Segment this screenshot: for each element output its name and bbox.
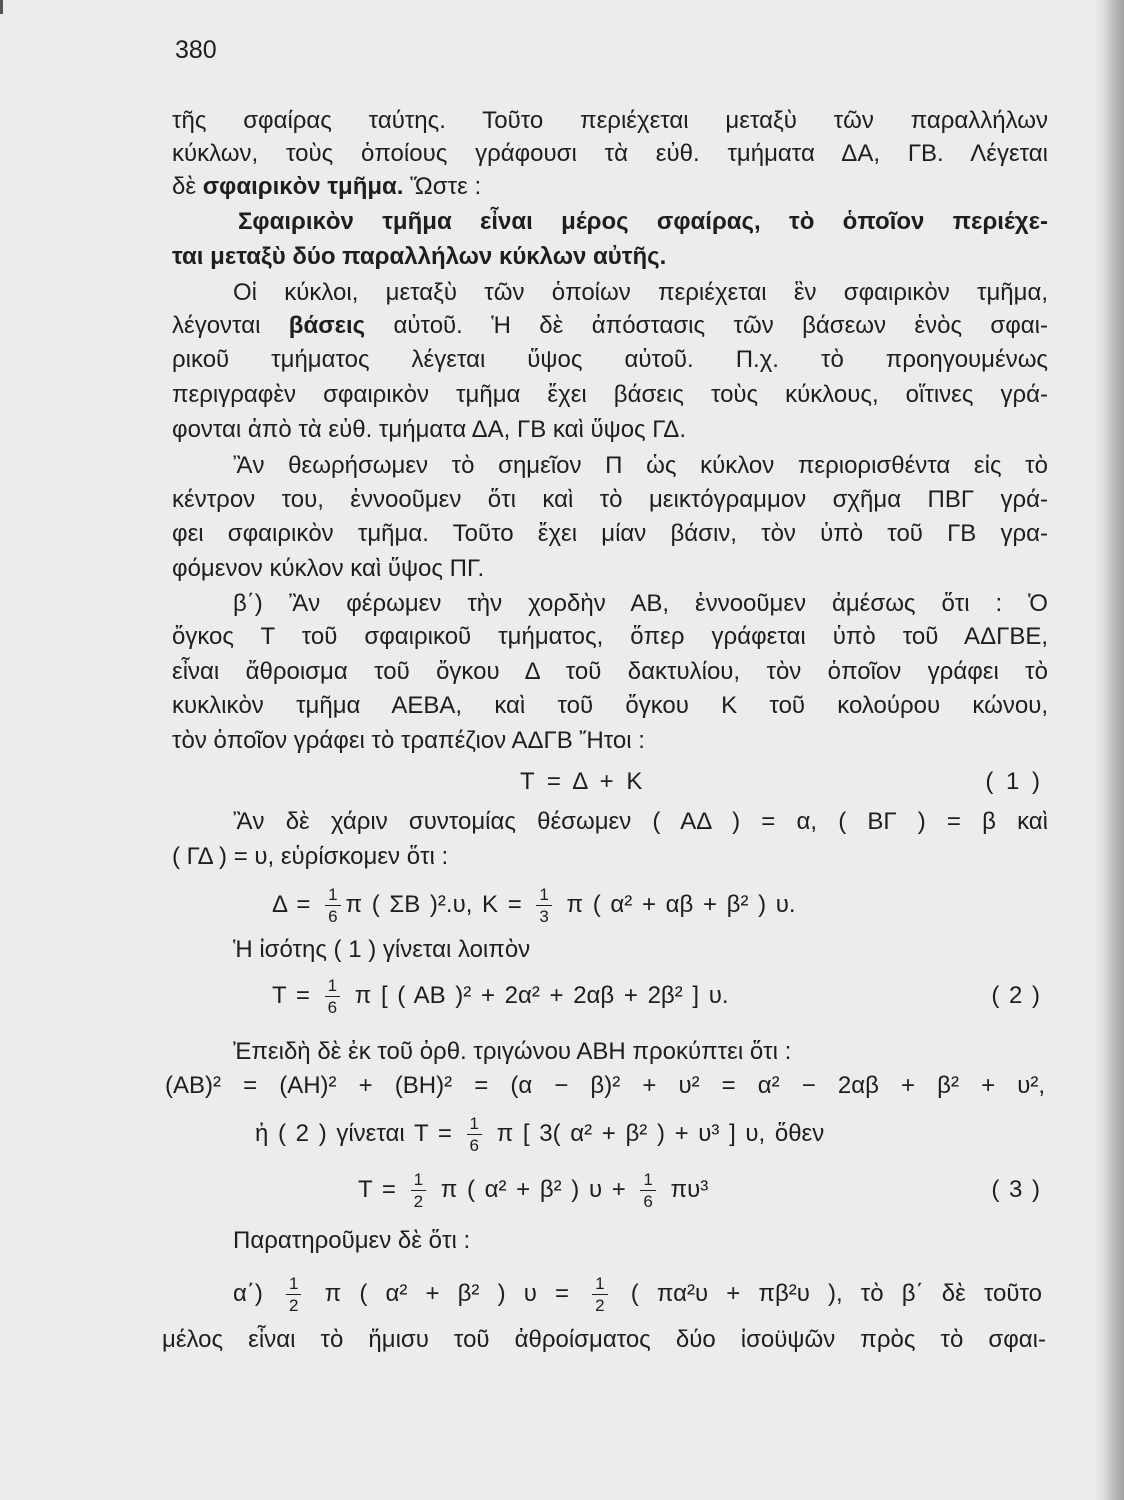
equation-segment: ( πα²υ + πβ²υ ), τὸ β΄ δὲ τοῦτο (612, 1280, 1043, 1307)
fraction (536, 885, 551, 926)
fraction (592, 1274, 607, 1315)
equation-segment: π ( α² + αβ + β² ) υ. (556, 891, 796, 918)
text-line: ( ΓΔ ) = υ, εὑρίσκομεν ὅτι : (172, 843, 449, 870)
definition-line: Σφαιρικὸν τμῆμα εἶναι μέρος σφαίρας, τὸ ὁποῖον περιέχε- (238, 208, 1048, 235)
equation-segment: Δ = (272, 891, 321, 918)
text-line: τὸν ὁποῖον γράφει τὸ τραπέζιον ΑΔΓΒ Ἤτοι : (172, 727, 645, 754)
equation-segment: πυ³ (660, 1176, 709, 1203)
fraction-numerator: 1 (413, 1170, 424, 1190)
equation-3 (172, 966, 1048, 1026)
text-line: μέλος εἶναι τὸ ἥμισυ τοῦ ἀθροίσματος δύο ἰσοϋψῶν πρὸς τὸ σφαι- (162, 1326, 1046, 1353)
equation-segment: Τ = (272, 982, 320, 1009)
equation-segment: π [ 3( α² + β² ) + υ³ ] υ, ὅθεν (487, 1120, 825, 1147)
equation-number: ( 2 ) (991, 982, 1040, 1009)
equation-segment: π ( α² + β² ) υ + (431, 1176, 636, 1203)
fraction-denominator: 2 (286, 1294, 301, 1315)
fraction (325, 885, 340, 926)
text-line: περιγραφὲν σφαιρικὸν τμῆμα ἔχει βάσεις τοὺς κύκλους, οἵτινες γρά- (172, 381, 1048, 408)
fraction (411, 1170, 426, 1211)
equation-2 (172, 875, 1048, 935)
text-line: ὄγκος Τ τοῦ σφαιρικοῦ τμήματος, ὅπερ γράφεται ὑπὸ τοῦ ΑΔΓΒΕ, (172, 623, 1048, 650)
text-line: Οἱ κύκλοι, μεταξὺ τῶν ὁποίων περιέχεται ἓν σφαιρικὸν τμῆμα, (233, 279, 1048, 306)
fraction-denominator: 6 (467, 1134, 482, 1155)
equation-1 (172, 765, 1048, 799)
fraction-denominator: 2 (411, 1190, 426, 1211)
fraction-denominator: 6 (640, 1190, 655, 1211)
scan-corner-mark (0, 0, 3, 14)
text-line (172, 170, 1048, 204)
fraction-denominator: 6 (325, 996, 340, 1017)
equation-number: ( 1 ) (985, 768, 1040, 795)
fraction (467, 1114, 482, 1155)
fraction-denominator: 2 (592, 1294, 607, 1315)
page-number: 380 (175, 36, 217, 64)
equation-segment: ἡ ( 2 ) γίνεται Τ = (255, 1120, 462, 1147)
equation-segment: π ( α² + β² ) υ = (306, 1280, 588, 1307)
text-line: κέντρον του, ἐννοοῦμεν ὅτι καὶ τὸ μεικτόγραμμον σχῆμα ΠΒΓ γρά- (172, 486, 1048, 513)
text-line: Ἂν δὲ χάριν συντομίας θέσωμεν ( ΑΔ ) = α, ( ΒΓ ) = β καὶ (233, 808, 1048, 835)
text-line: Ἐπειδὴ δὲ ἐκ τοῦ ὀρθ. τριγώνου ΑΒΗ προκύπτει ὅτι : (233, 1038, 792, 1065)
text-line: φει σφαιρικὸν τμῆμα. Τοῦτο ἔχει μίαν βάσιν, τὸν ὑπὸ τοῦ ΓΒ γρα- (172, 520, 1048, 547)
text-line: ρικοῦ τμήματος λέγεται ὕψος αὐτοῦ. Π.χ. τὸ προηγουμένως (172, 346, 1048, 373)
text-line: κύκλων, τοὺς ὁποίους γράφουσι τὰ εὐθ. τμήματα ΔΑ, ΓΒ. Λέγεται (172, 140, 1048, 167)
text-line: Ἡ ἰσότης ( 1 ) γίνεται λοιπὸν (233, 936, 531, 963)
equation-4 (172, 1104, 1048, 1164)
text-line (172, 309, 1048, 343)
fraction-numerator: 1 (643, 1170, 653, 1190)
equation-body: Τ = Δ + Κ (520, 768, 643, 795)
text-line: φονται ἀπὸ τὰ εὐθ. τμήματα ΔΑ, ΓΒ καὶ ὕψος ΓΔ. (172, 416, 687, 443)
fraction-denominator: 6 (325, 905, 340, 926)
equation-segment: Τ = (358, 1176, 406, 1203)
fraction (286, 1274, 301, 1315)
fraction-numerator: 1 (539, 885, 549, 905)
equation-6 (172, 1264, 1042, 1324)
page-edge-shadow (1094, 0, 1124, 1500)
bold-term: βάσεις (288, 312, 366, 339)
equation-number: ( 3 ) (991, 1176, 1040, 1203)
fraction (325, 976, 340, 1017)
text-line: Παρατηροῦμεν δὲ ὅτι : (233, 1227, 471, 1254)
bold-term: σφαιρικὸν τμῆμα. (202, 173, 404, 200)
equation-segment: π ( ΣΒ )².υ, Κ = (345, 891, 532, 918)
equation-5 (172, 1160, 1048, 1220)
text-line: εἶναι ἄθροισμα τοῦ ὄγκου Δ τοῦ δακτυλίου, τὸν ὁποῖον γράφει τὸ (172, 658, 1048, 685)
equation-segment: α΄) (233, 1280, 282, 1307)
text-line: Ἂν θεωρήσωμεν τὸ σημεῖον Π ὡς κύκλον περιορισθέντα εἰς τὸ (233, 452, 1048, 479)
text-line: κυκλικὸν τμῆμα ΑΕΒΑ, καὶ τοῦ ὄγκου Κ τοῦ κολούρου κώνου, (172, 692, 1048, 719)
text-segment: αὐτοῦ. Ἡ δὲ ἀπόστασις τῶν βάσεων ἑνὸς σφαι- (365, 312, 1049, 339)
fraction-numerator: 1 (328, 885, 338, 905)
text-line: τῆς σφαίρας ταύτης. Τοῦτο περιέχεται μεταξὺ τῶν παραλλήλων (172, 107, 1048, 134)
equation-segment: π [ ( ΑΒ )² + 2α² + 2αβ + 2β² ] υ. (345, 982, 729, 1009)
fraction (640, 1170, 655, 1211)
text-segment: δὲ (172, 173, 203, 200)
formula-line: (ΑΒ)² = (ΑΗ)² + (ΒΗ)² = (α − β)² + υ² = α² − 2αβ + β² + υ², (165, 1072, 1045, 1099)
fraction-denominator: 3 (536, 905, 551, 926)
text-line: β΄) Ἂν φέρωμεν τὴν χορδὴν ΑΒ, ἐννοοῦμεν ἀμέσως ὅτι : Ὁ (233, 590, 1048, 617)
fraction-numerator: 1 (289, 1274, 299, 1294)
fraction-numerator: 1 (469, 1114, 480, 1134)
fraction-numerator: 1 (327, 976, 338, 996)
text-segment: Ὥστε : (403, 173, 482, 200)
text-segment: λέγονται (172, 312, 289, 339)
definition-line: ται μεταξὺ δύο παραλλήλων κύκλων αὐτῆς. (172, 243, 667, 270)
text-line: φόμενον κύκλον καὶ ὕψος ΠΓ. (172, 555, 485, 582)
fraction-numerator: 1 (595, 1274, 605, 1294)
